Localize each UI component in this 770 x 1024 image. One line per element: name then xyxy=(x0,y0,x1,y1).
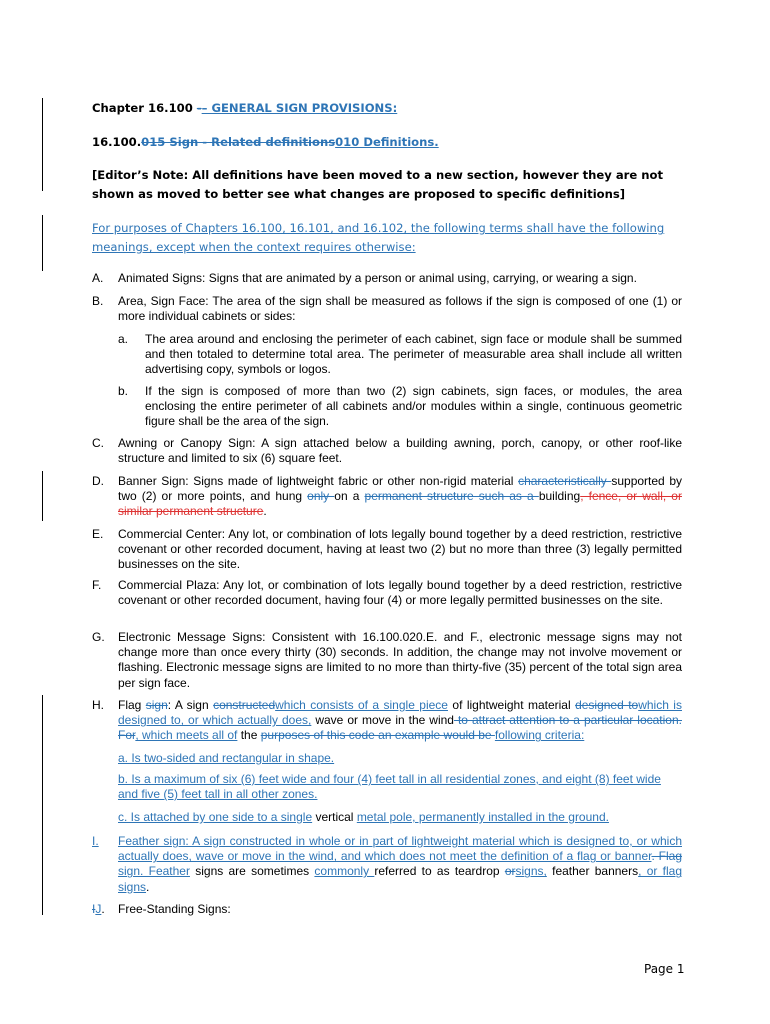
definition-e: E. Commercial Center: Any lot, or combination of lots legally bound together by a deed restriction, restrictive covenant or other recorded document, having at least two (2) but no more than three (3) legally permitted businesses on the site. xyxy=(92,527,682,572)
definition-c: C. Awning or Canopy Sign: A sign attached below a building awning, porch, canopy, or other roof-like structure and limited to six (6) square feet. xyxy=(92,436,682,466)
definition-b: B. Area, Sign Face: The area of the sign shall be measured as follows if the sign is composed of one (1) or more individual cabinets or sides: xyxy=(92,294,682,324)
purpose-statement: For purposes of Chapters 16.100, 16.101, and 16.102, the following terms shall have the following meanings, except when the context requires otherwise: xyxy=(92,221,665,254)
editors-note: [Editor’s Note: All definitions have been moved to a new section, however they are not shown as moved to better see what changes are proposed to specific definitions] xyxy=(92,168,664,201)
definition-g: G. Electronic Message Signs: Consistent with 16.100.020.E. and F., electronic message signs may not change more than once every thirty (30) seconds. In addition, the change may not involve movement or flashing. Electronic message signs are limited to no more than thirty-five (35) percent of the total sign area per sign face. xyxy=(92,630,682,690)
change-bar xyxy=(42,98,43,191)
definition-b-a: a. The area around and enclosing the perimeter of each cabinet, sign face or module shall be summed and then totaled to determine total area. The perimeter of measurable area shall include all written advertising copy, symbols or logos. xyxy=(118,332,682,377)
chapter-heading: Chapter 16.100 -– GENERAL SIGN PROVISIONS: xyxy=(92,101,398,115)
change-bar xyxy=(42,695,43,915)
flag-criterion-c: c. Is attached by one side to a single vertical metal pole, permanently installed in the ground. xyxy=(118,810,609,824)
definition-i: I. Feather sign: A sign constructed in whole or in part of lightweight material which is designed to, or which actually does, wave or move in the wind, and which does not meet the definition of a flag or banner. Flag sign. Feather signs are sometimes commonly referred to as teardrop orsigns, feather banners, or flag signs. xyxy=(92,834,682,894)
definition-b-b: b. If the sign is composed of more than two (2) sign cabinets, sign faces, or modules, the area enclosing the entire perimeter of all cabinets and/or modules within a single, continuous geometric figure shall be the area of the sign. xyxy=(118,384,682,429)
change-bar xyxy=(42,215,43,271)
flag-criterion-b: b. Is a maximum of six (6) feet wide and four (4) feet tall in all residential zones, and eight (8) feet wide and five (5) feet tall in all other zones. xyxy=(118,772,661,802)
definition-h: H. Flag sign: A sign constructedwhich consists of a single piece of lightweight material designed towhich is designed to, or which actually does, wave or move in the wind to attract attention to a particular location. For, which meets all of the purposes of this code an example would be following criteria: xyxy=(92,698,682,743)
definition-d: D. Banner Sign: Signs made of lightweight fabric or other non-rigid material characteristically supported by two (2) or more points, and hung only on a permanent structure such as a building, fence, or wall, or similar permanent structure. xyxy=(92,474,682,519)
definition-a: A. Animated Signs: Signs that are animated by a person or animal using, carrying, or wearing a sign. xyxy=(92,271,637,285)
definition-f: F. Commercial Plaza: Any lot, or combination of lots legally bound together by a deed restriction, restrictive covenant or other recorded document, having four (4) or more legally permitted businesses on the site. xyxy=(92,578,682,608)
section-heading: 16.100.015 Sign - Related definitions010 Definitions. xyxy=(92,135,439,149)
change-bar xyxy=(42,471,43,521)
page-number: Page 1 xyxy=(644,962,685,976)
definition-j: IJ. Free-Standing Signs: xyxy=(92,902,231,916)
flag-criterion-a: a. Is two-sided and rectangular in shape. xyxy=(118,751,335,765)
